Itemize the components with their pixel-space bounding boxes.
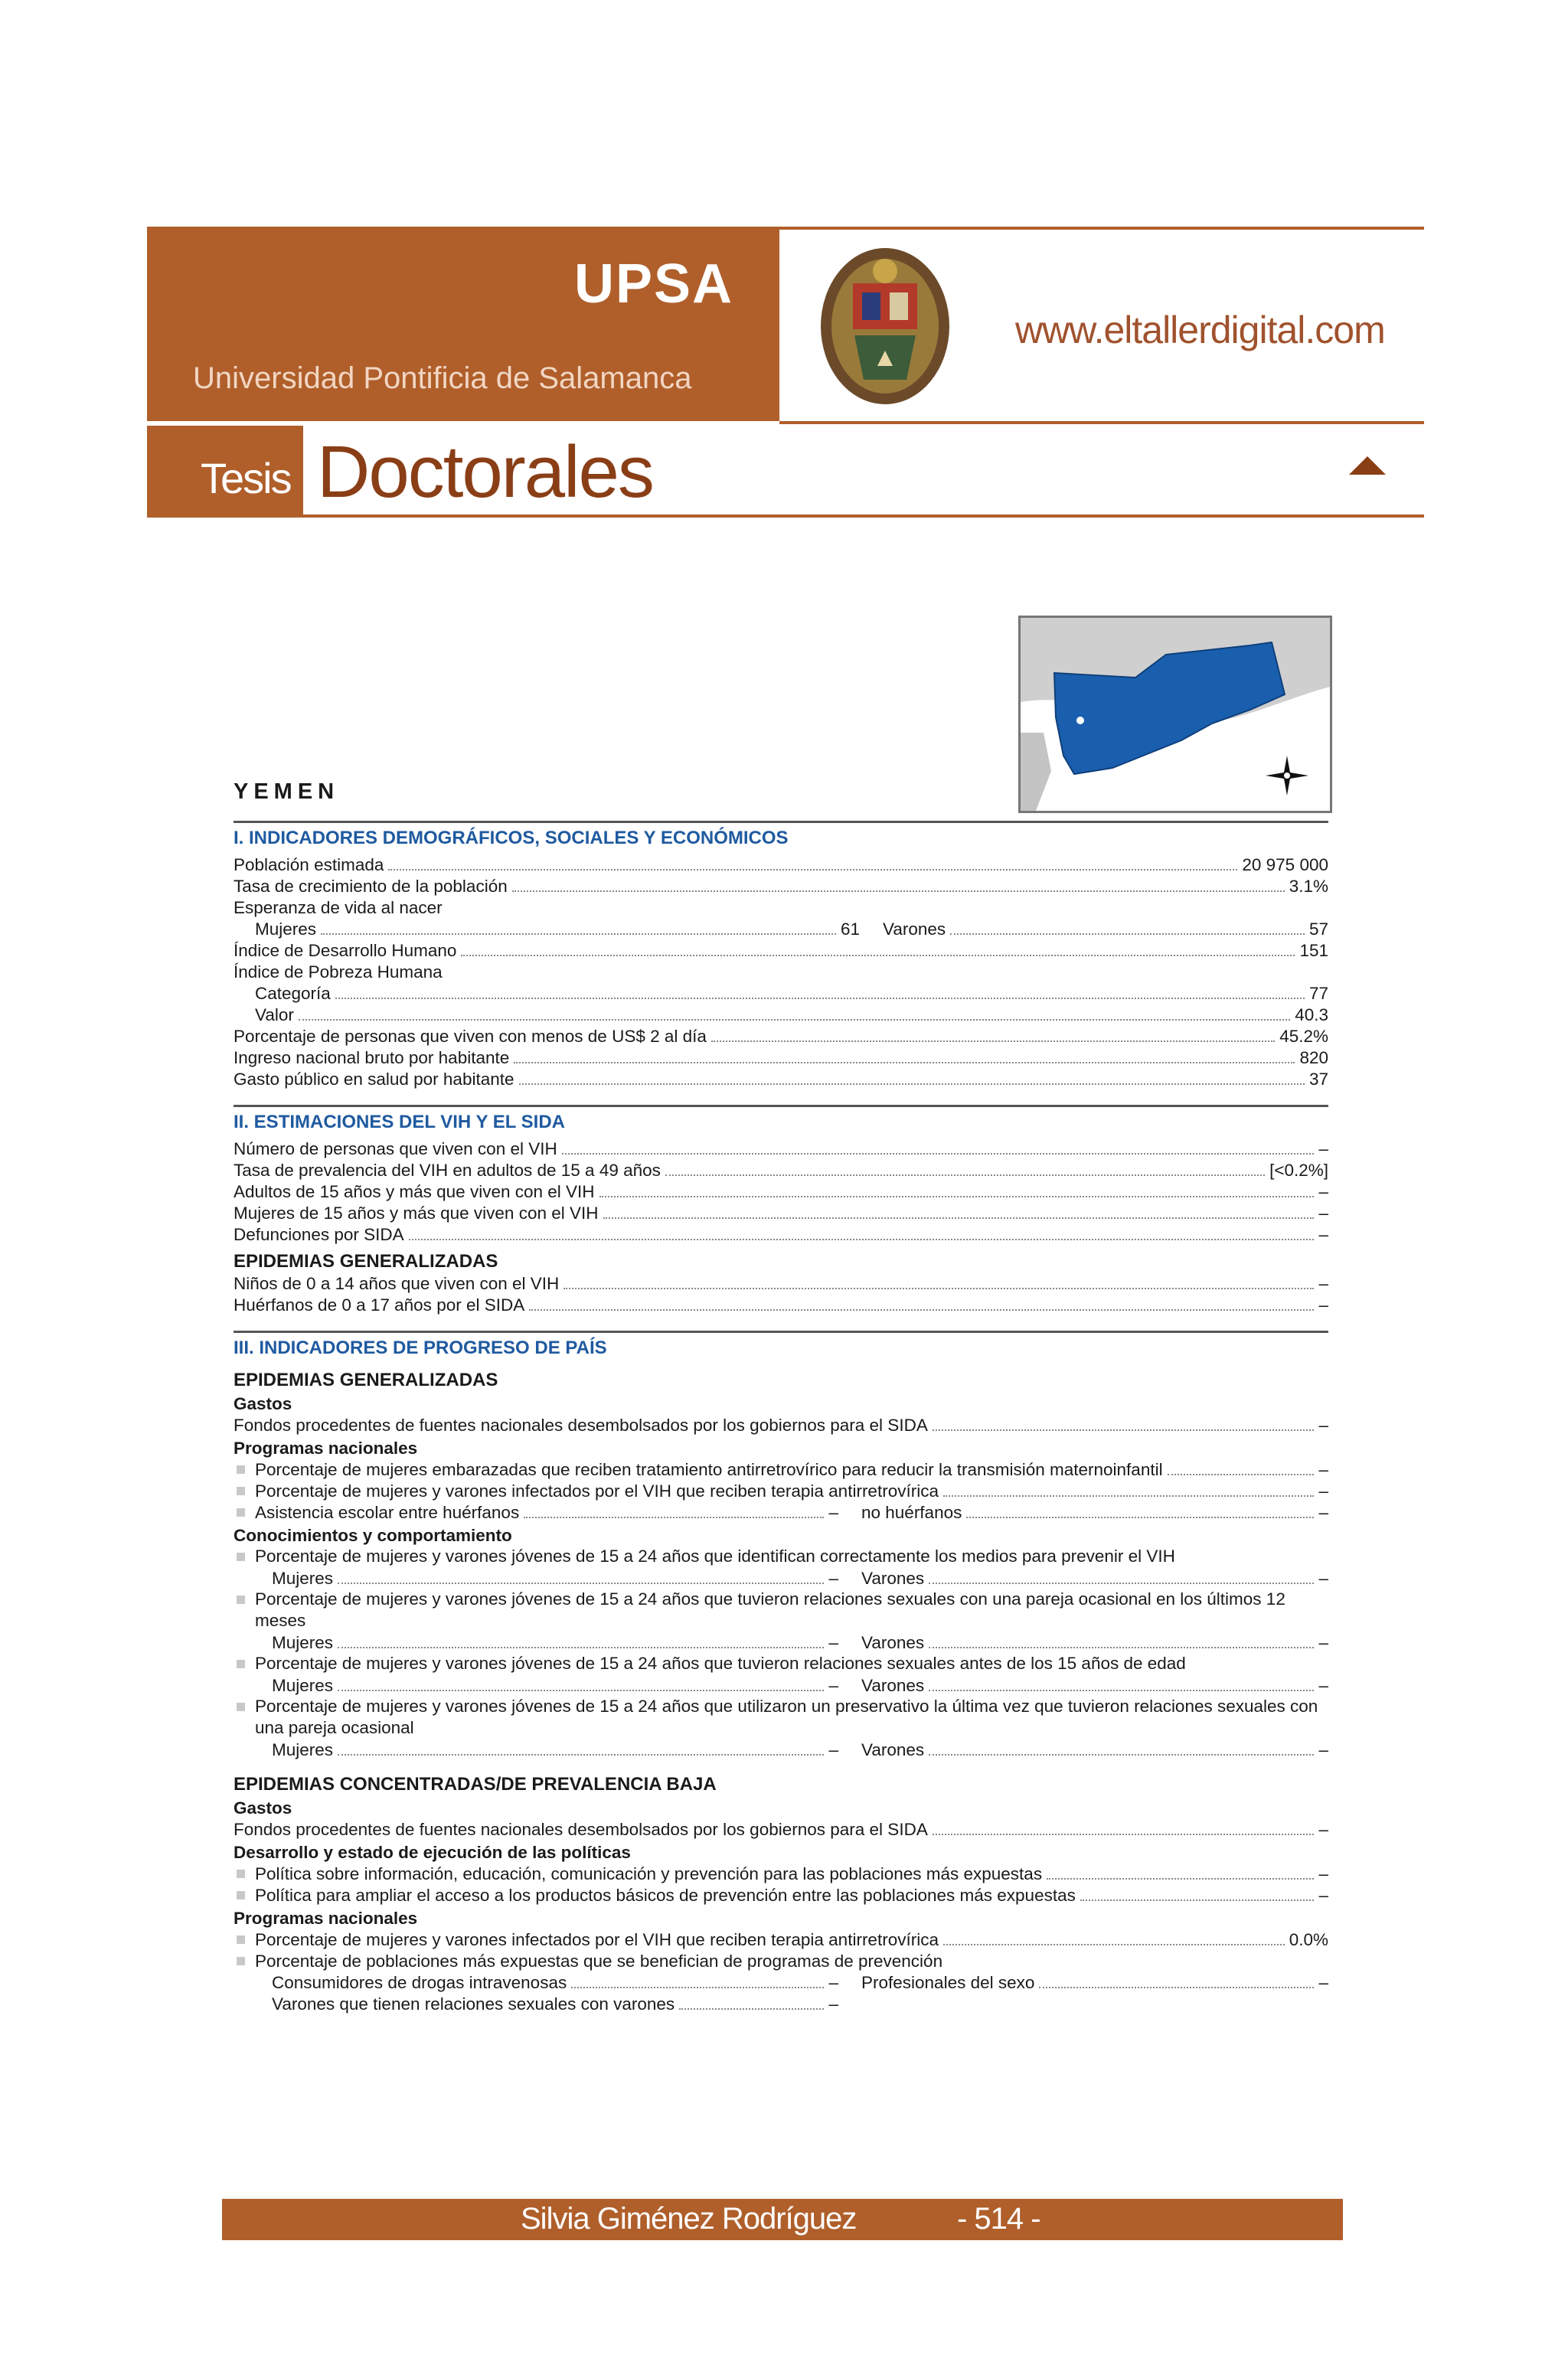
section-title: III. INDICADORES DE PROGRESO DE PAÍS — [234, 1331, 1328, 1364]
series-label-box — [147, 426, 303, 516]
table-row: Varones que tienen relaciones sexuales con varones – — [272, 1994, 838, 2014]
group-heading: Conocimientos y comportamiento — [234, 1526, 512, 1545]
table-row: Índice de Pobreza Humana — [234, 962, 443, 982]
list-item: Porcentaje de poblaciones más expuestas que se benefician de programas de prevención — [234, 1950, 1328, 1971]
section-title: II. ESTIMACIONES DEL VIH Y EL SIDA — [234, 1105, 1328, 1138]
list-item: Porcentaje de mujeres y varones jóvenes de 15 a 24 años que identifican correctamente los medios para prevenir el VIH — [234, 1546, 1328, 1567]
country-report — [234, 779, 1328, 2014]
group-heading: Programas nacionales — [234, 1439, 418, 1458]
list-item: Asistencia escolar entre huérfanos – no huérfanos – — [234, 1501, 1328, 1523]
university-seal-icon — [816, 243, 954, 409]
triangle-up-icon[interactable] — [1349, 456, 1386, 475]
list-item: Porcentaje de mujeres y varones infectados por el VIH que reciben terapia antirretrovírica – — [234, 1480, 1328, 1501]
table-row: Mujeres – Varones – — [272, 1676, 1328, 1695]
page-number: - 514 - — [957, 2202, 1040, 2236]
header-rule — [779, 227, 1424, 230]
table-row: Población estimada 20 975 000 — [234, 855, 1328, 874]
table-row: Huérfanos de 0 a 17 años por el SIDA – — [234, 1295, 1328, 1315]
series-small-label: Tesis — [201, 454, 291, 502]
country-title: YEMEN — [234, 779, 340, 804]
series-title: Doctorales — [317, 431, 653, 513]
list-item: Porcentaje de mujeres y varones jóvenes de 15 a 24 años que utilizaron un preservativo la última vez que tuvieron relaciones sexuales con una pareja ocasional — [234, 1696, 1328, 1739]
list-item: Política sobre información, educación, comunicación y prevención para las poblaciones más expuestas – — [234, 1863, 1328, 1884]
table-row: Número de personas que viven con el VIH – — [234, 1139, 1328, 1158]
section-title: I. INDICADORES DEMOGRÁFICOS, SOCIALES Y ECONÓMICOS — [234, 821, 1328, 854]
header-rule — [779, 421, 1424, 424]
group-heading: Gastos — [234, 1798, 292, 1818]
table-row: Índice de Desarrollo Humano 151 — [234, 941, 1328, 960]
list-item: Política para ampliar el acceso a los productos básicos de prevención entre las poblaciones más expuestas – — [234, 1884, 1328, 1906]
table-row: Defunciones por SIDA – — [234, 1225, 1328, 1244]
list-item: Porcentaje de mujeres y varones infectados por el VIH que reciben terapia antirretrovírica 0.0% — [234, 1929, 1328, 1950]
table-row: Consumidores de drogas intravenosas – Profesionales del sexo – — [272, 1973, 1328, 1992]
group-heading: Gastos — [234, 1394, 292, 1413]
list-item: Porcentaje de mujeres embarazadas que reciben tratamiento antirretrovírico para reducir la transmisión maternoinfantil – — [234, 1458, 1328, 1480]
header-banner — [147, 227, 779, 421]
table-row: Mujeres – Varones – — [272, 1740, 1328, 1759]
table-row: Adultos de 15 años y más que viven con el VIH – — [234, 1182, 1328, 1201]
table-row: Mujeres de 15 años y más que viven con el VIH – — [234, 1204, 1328, 1223]
table-row: Ingreso nacional bruto por habitante 820 — [234, 1048, 1328, 1067]
group-heading: Programas nacionales — [234, 1909, 418, 1928]
page-footer — [222, 2199, 1343, 2240]
table-row: Tasa de crecimiento de la población 3.1% — [234, 877, 1328, 896]
table-row: Mujeres – Varones – — [272, 1633, 1328, 1652]
author-name: Silvia Giménez Rodríguez — [521, 2202, 857, 2236]
upsa-logo-text: UPSA — [573, 253, 733, 315]
table-row: Categoría 77 — [255, 984, 1328, 1003]
subsection-heading: EPIDEMIAS GENERALIZADAS — [234, 1251, 498, 1272]
table-row: Tasa de prevalencia del VIH en adultos de 15 a 49 años [<0.2%] — [234, 1161, 1328, 1180]
table-row: Mujeres 61 Varones 57 — [255, 920, 1328, 939]
table-row: Fondos procedentes de fuentes nacionales desembolsados por los gobiernos para el SIDA – — [234, 1820, 1328, 1839]
table-row: Niños de 0 a 14 años que viven con el VIH – — [234, 1274, 1328, 1293]
table-row: Porcentaje de personas que viven con menos de US$ 2 al día 45.2% — [234, 1027, 1328, 1046]
table-row: Mujeres – Varones – — [272, 1569, 1328, 1588]
table-row: Gasto público en salud por habitante 37 — [234, 1070, 1328, 1089]
university-name: Universidad Pontificia de Salamanca — [193, 361, 692, 395]
table-row: Fondos procedentes de fuentes nacionales desembolsados por los gobiernos para el SIDA – — [234, 1416, 1328, 1435]
list-item: Porcentaje de mujeres y varones jóvenes de 15 a 24 años que tuvieron relaciones sexuales con una pareja ocasional en los últimos 12 meses — [234, 1589, 1328, 1632]
table-row: Esperanza de vida al nacer — [234, 898, 443, 917]
subsection-heading: EPIDEMIAS CONCENTRADAS/DE PREVALENCIA BAJA — [234, 1774, 717, 1795]
subsection-heading: EPIDEMIAS GENERALIZADAS — [234, 1370, 498, 1390]
list-item: Porcentaje de mujeres y varones jóvenes de 15 a 24 años que tuvieron relaciones sexuales antes de los 15 años de edad — [234, 1653, 1328, 1674]
website-link[interactable]: www.eltallerdigital.com — [1015, 309, 1385, 351]
table-row: Valor 40.3 — [255, 1005, 1328, 1024]
group-heading: Desarrollo y estado de ejecución de las políticas — [234, 1843, 631, 1862]
header-rule — [147, 514, 1424, 518]
